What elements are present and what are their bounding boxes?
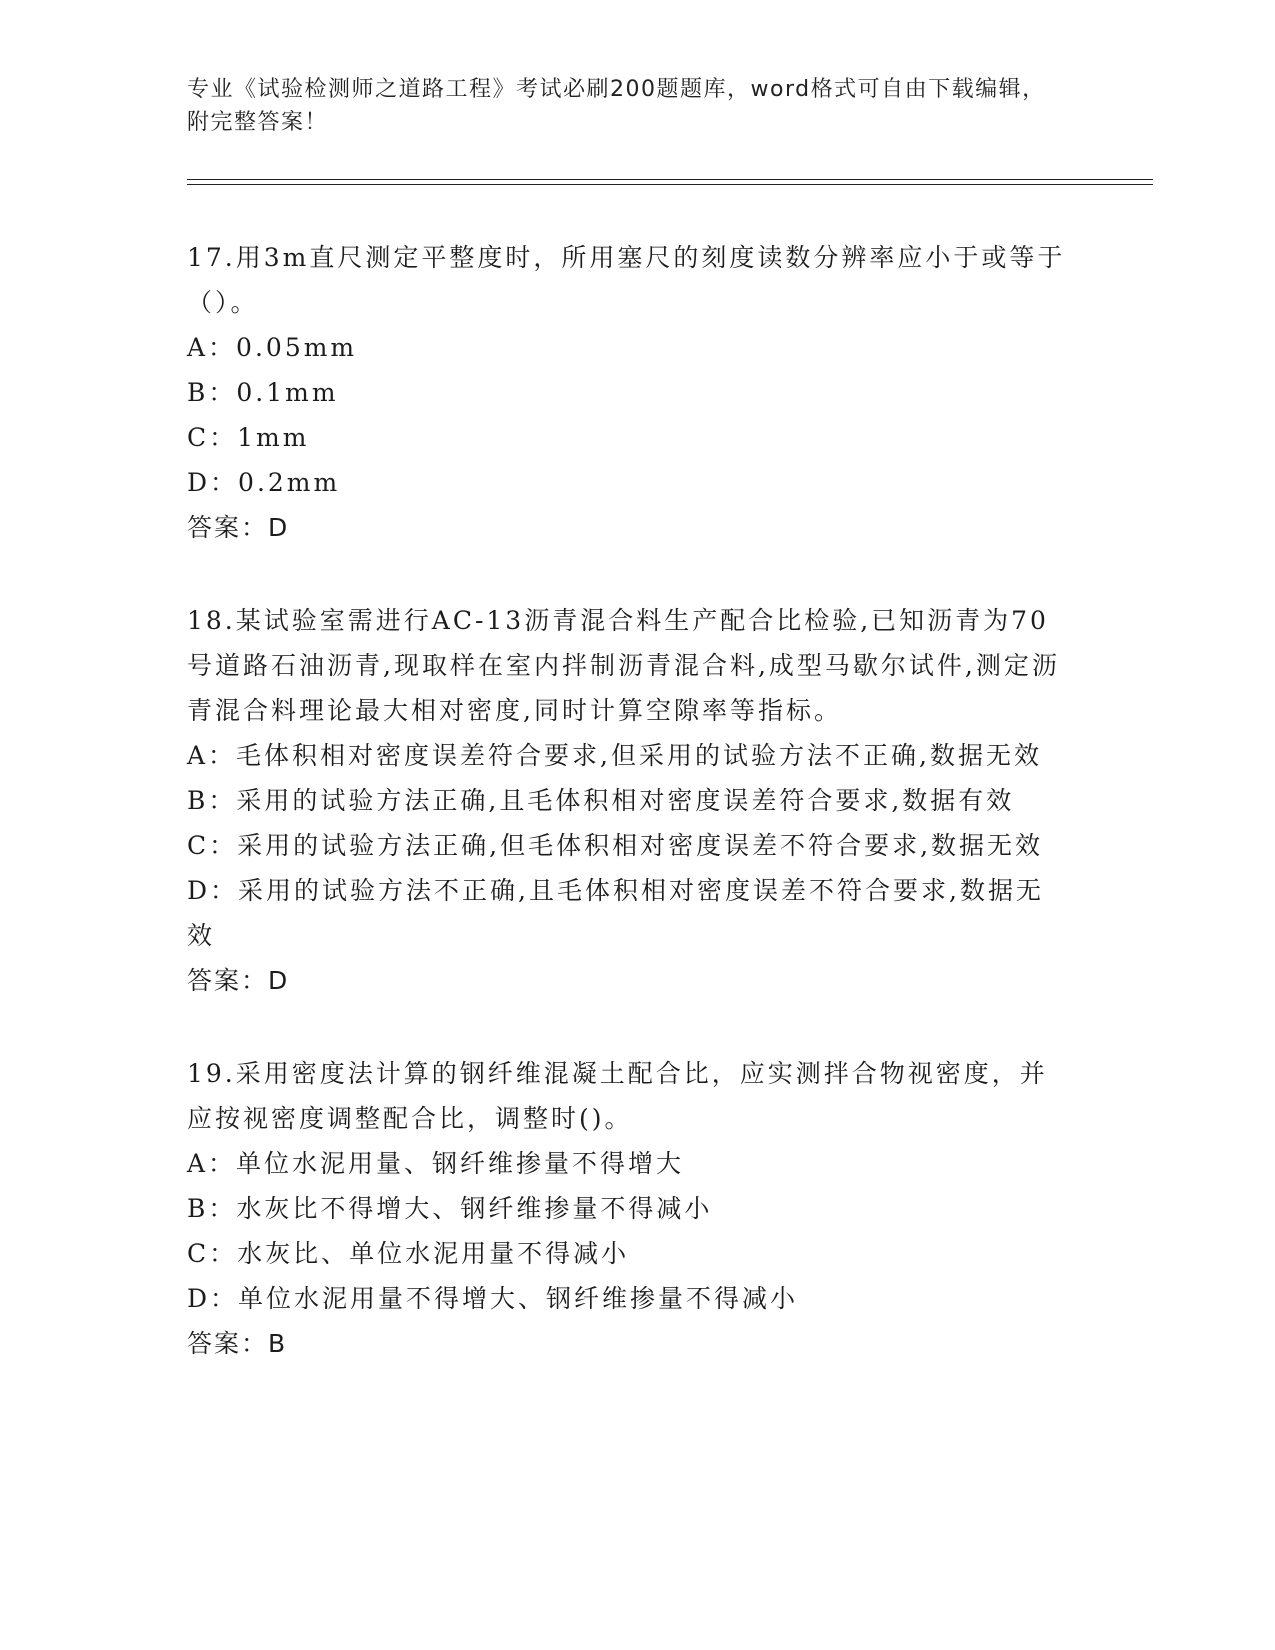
document-header: 专业《试验检测师之道路工程》考试必刷200题题库，word格式可自由下载编辑，附完整答案！ [187,77,1046,135]
option-c: C：1mm [187,423,310,452]
option-c: C：采用的试验方法正确,但毛体积相对密度误差不符合要求,数据无效 [187,831,1044,860]
answer: 答案：D [187,966,290,995]
option-b: B：水灰比不得增大、钢纤维掺量不得减小 [187,1194,713,1223]
option-a: A：0.05mm [187,333,358,362]
option-d: D：0.2mm [187,468,341,497]
option-d: D：采用的试验方法不正确,且毛体积相对密度误差不符合要求,数据无效 [187,876,1044,950]
question-19 [187,1051,1067,1366]
question-18 [187,598,1067,1003]
question-stem: 18.某试验室需进行AC-13沥青混合料生产配合比检验,已知沥青为70号道路石油沥青,现取样在室内拌制沥青混合料,成型马歇尔试件,测定沥青混合料理论最大相对密度,同时计算空隙率等指标。 [187,606,1060,725]
answer: 答案：D [187,513,290,542]
option-c: C：水灰比、单位水泥用量不得减小 [187,1239,630,1268]
option-a: A：毛体积相对密度误差符合要求,但采用的试验方法不正确,数据无效 [187,741,1042,770]
option-b: B：0.1mm [187,378,339,407]
question-stem: 17.用3m直尺测定平整度时，所用塞尺的刻度读数分辨率应小于或等于（）。 [187,243,1066,317]
header-divider-bottom [187,184,1153,185]
option-a: A：单位水泥用量、钢纤维掺量不得增大 [187,1149,685,1178]
header-divider-top [187,179,1153,180]
question-17 [187,235,1067,550]
answer: 答案：B [187,1329,288,1358]
question-stem: 19.采用密度法计算的钢纤维混凝土配合比，应实测拌合物视密度，并应按视密度调整配合比，调整时()。 [187,1059,1048,1133]
option-b: B：采用的试验方法正确,且毛体积相对密度误差符合要求,数据有效 [187,786,1015,815]
option-d: D：单位水泥用量不得增大、钢纤维掺量不得减小 [187,1284,799,1313]
